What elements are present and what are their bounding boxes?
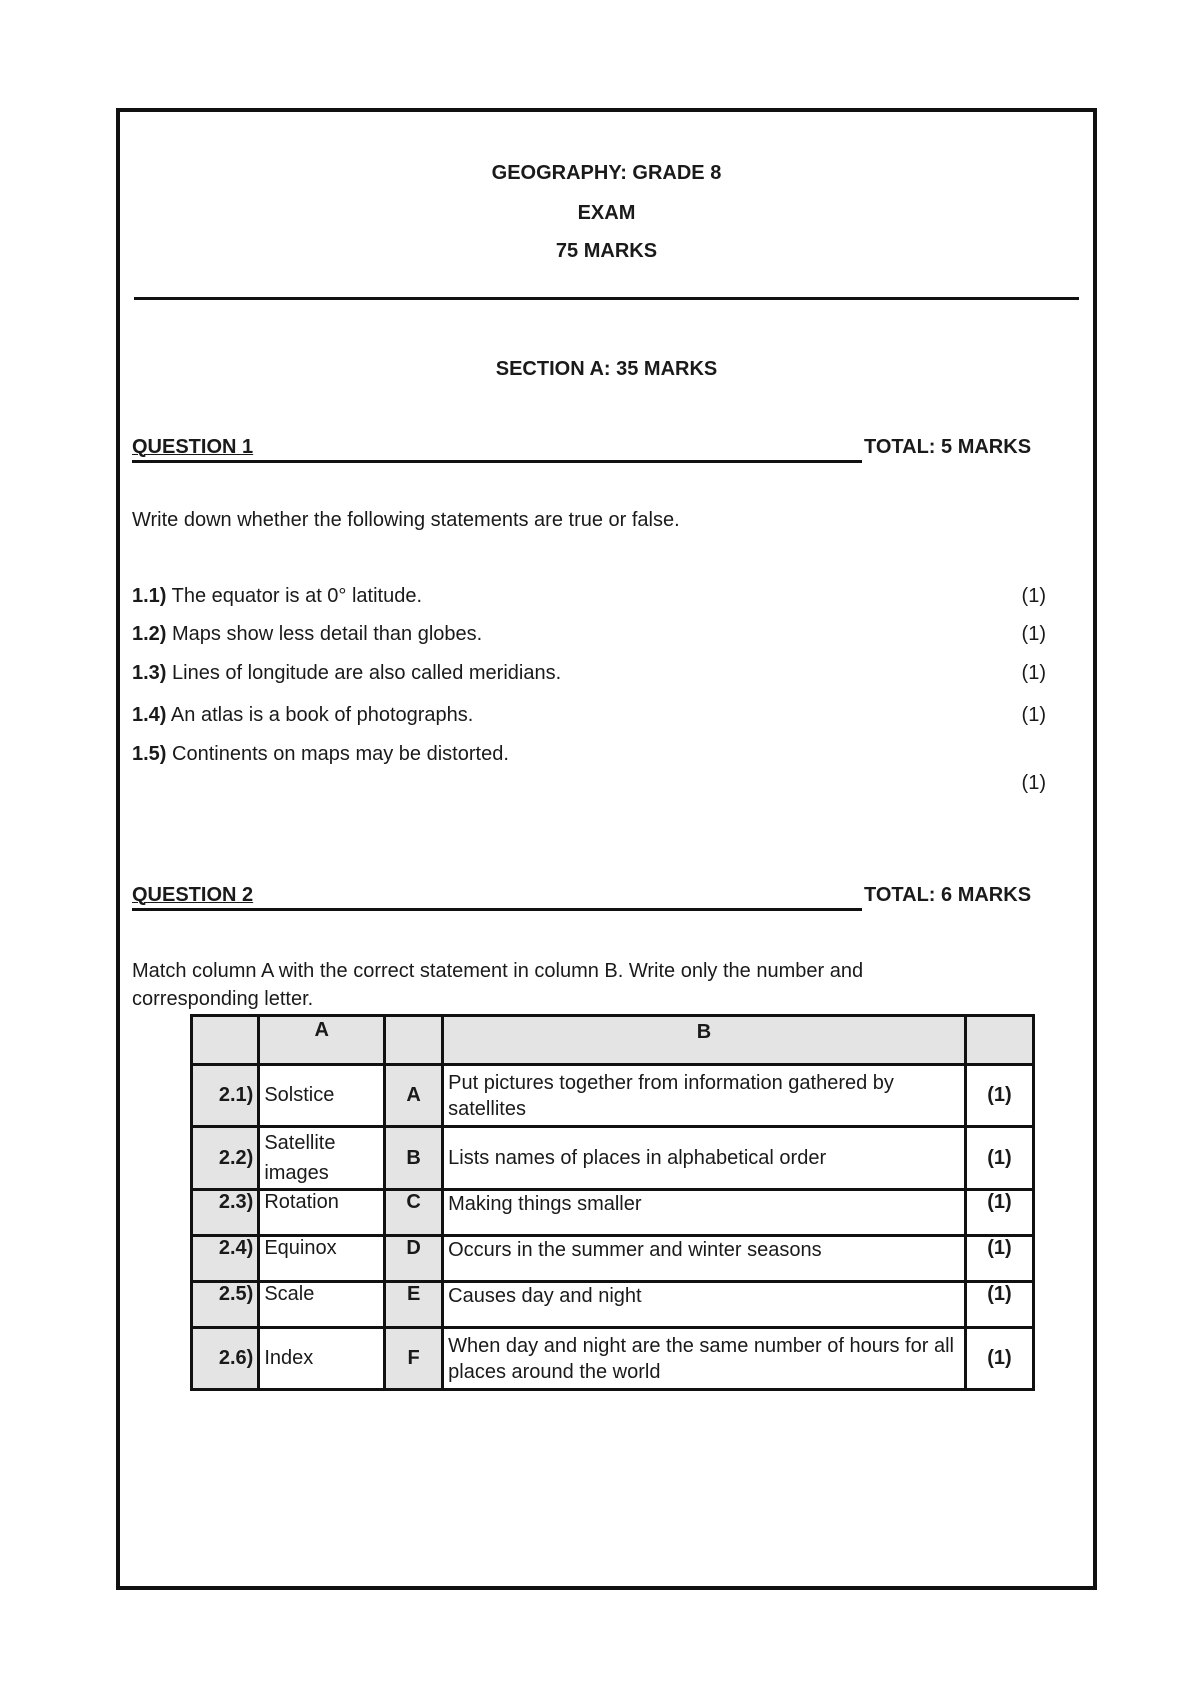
- question-1-item: [132, 743, 509, 766]
- table-row: [192, 1236, 1034, 1282]
- row-statement: Making things smaller: [443, 1190, 966, 1236]
- row-term: Equinox: [259, 1236, 385, 1282]
- item-mark: (1): [1021, 623, 1046, 645]
- question-2-heading: [132, 884, 862, 911]
- row-number: 2.2): [192, 1127, 259, 1190]
- question-2-instruction: Match column A with the correct statement in column B. Write only the number and corresponding letter.: [132, 960, 864, 1010]
- row-letter: E: [385, 1282, 443, 1328]
- question-1-label: QUESTION 1: [132, 436, 254, 458]
- item-text: An atlas is a book of photographs.: [166, 704, 474, 726]
- item-mark: (1): [1021, 704, 1046, 726]
- exam-type: EXAM: [577, 202, 636, 224]
- exam-subject-title: GEOGRAPHY: GRADE 8: [491, 162, 722, 184]
- row-mark: (1): [965, 1127, 1033, 1190]
- row-term: Rotation: [259, 1190, 385, 1236]
- item-number: 1.5): [132, 743, 167, 765]
- table-row: [192, 1282, 1034, 1328]
- row-mark: (1): [965, 1190, 1033, 1236]
- question-1-item: [132, 623, 482, 646]
- table-row: [192, 1065, 1034, 1127]
- item-mark: (1): [1021, 585, 1046, 607]
- item-number: 1.2): [132, 623, 167, 645]
- table-row: [192, 1190, 1034, 1236]
- row-statement: Put pictures together from information gathered by satellites: [443, 1065, 966, 1127]
- exam-page-frame: [116, 108, 1097, 1590]
- header-column-b: B: [443, 1016, 966, 1065]
- row-mark: (1): [965, 1236, 1033, 1282]
- row-statement: When day and night are the same number of hours for all places around the world: [443, 1328, 966, 1390]
- exam-total-marks: 75 MARKS: [555, 240, 658, 262]
- row-number: 2.5): [192, 1282, 259, 1328]
- row-statement: Causes day and night: [443, 1282, 966, 1328]
- item-number: 1.1): [132, 585, 167, 607]
- header-mark-cell: [965, 1016, 1033, 1065]
- row-letter: C: [385, 1190, 443, 1236]
- question-1-item: [132, 662, 561, 685]
- question-1-item: [132, 585, 422, 608]
- row-letter: A: [385, 1065, 443, 1127]
- question-1-heading: [132, 436, 862, 463]
- row-mark: (1): [965, 1065, 1033, 1127]
- question-1-item: [132, 704, 473, 727]
- row-term: Scale: [259, 1282, 385, 1328]
- item-text: The equator is at 0° latitude.: [166, 585, 423, 607]
- item-text: Continents on maps may be distorted.: [166, 743, 509, 765]
- item-number: 1.4): [132, 704, 167, 726]
- item-mark: (1): [1021, 662, 1046, 684]
- section-a-title: SECTION A: 35 MARKS: [495, 358, 718, 380]
- row-number: 2.3): [192, 1190, 259, 1236]
- row-statement: Occurs in the summer and winter seasons: [443, 1236, 966, 1282]
- row-term: Index: [259, 1328, 385, 1390]
- row-number: 2.6): [192, 1328, 259, 1390]
- question-1-instruction: Write down whether the following statements are true or false.: [132, 509, 680, 531]
- table-header-row: [192, 1016, 1034, 1065]
- header-column-a: A: [259, 1016, 385, 1065]
- question-1-total: TOTAL: 5 MARKS: [864, 436, 1032, 458]
- item-text: Lines of longitude are also called meridians.: [166, 662, 562, 684]
- header-letter-cell: [385, 1016, 443, 1065]
- table-row: [192, 1328, 1034, 1390]
- header-number-cell: [192, 1016, 259, 1065]
- row-number: 2.1): [192, 1065, 259, 1127]
- matching-table: [190, 1014, 1035, 1391]
- row-term: Solstice: [259, 1065, 385, 1127]
- row-number: 2.4): [192, 1236, 259, 1282]
- question-2-label: QUESTION 2: [132, 884, 254, 906]
- question-2-total: TOTAL: 6 MARKS: [864, 884, 1032, 906]
- row-letter: B: [385, 1127, 443, 1190]
- header-divider: [134, 297, 1079, 300]
- item-mark: (1): [1021, 772, 1046, 794]
- row-term: Satellite images: [259, 1127, 385, 1190]
- row-mark: (1): [965, 1282, 1033, 1328]
- item-number: 1.3): [132, 662, 167, 684]
- row-letter: F: [385, 1328, 443, 1390]
- table-row: [192, 1127, 1034, 1190]
- row-letter: D: [385, 1236, 443, 1282]
- row-mark: (1): [965, 1328, 1033, 1390]
- row-statement: Lists names of places in alphabetical order: [443, 1127, 966, 1190]
- item-text: Maps show less detail than globes.: [166, 623, 483, 645]
